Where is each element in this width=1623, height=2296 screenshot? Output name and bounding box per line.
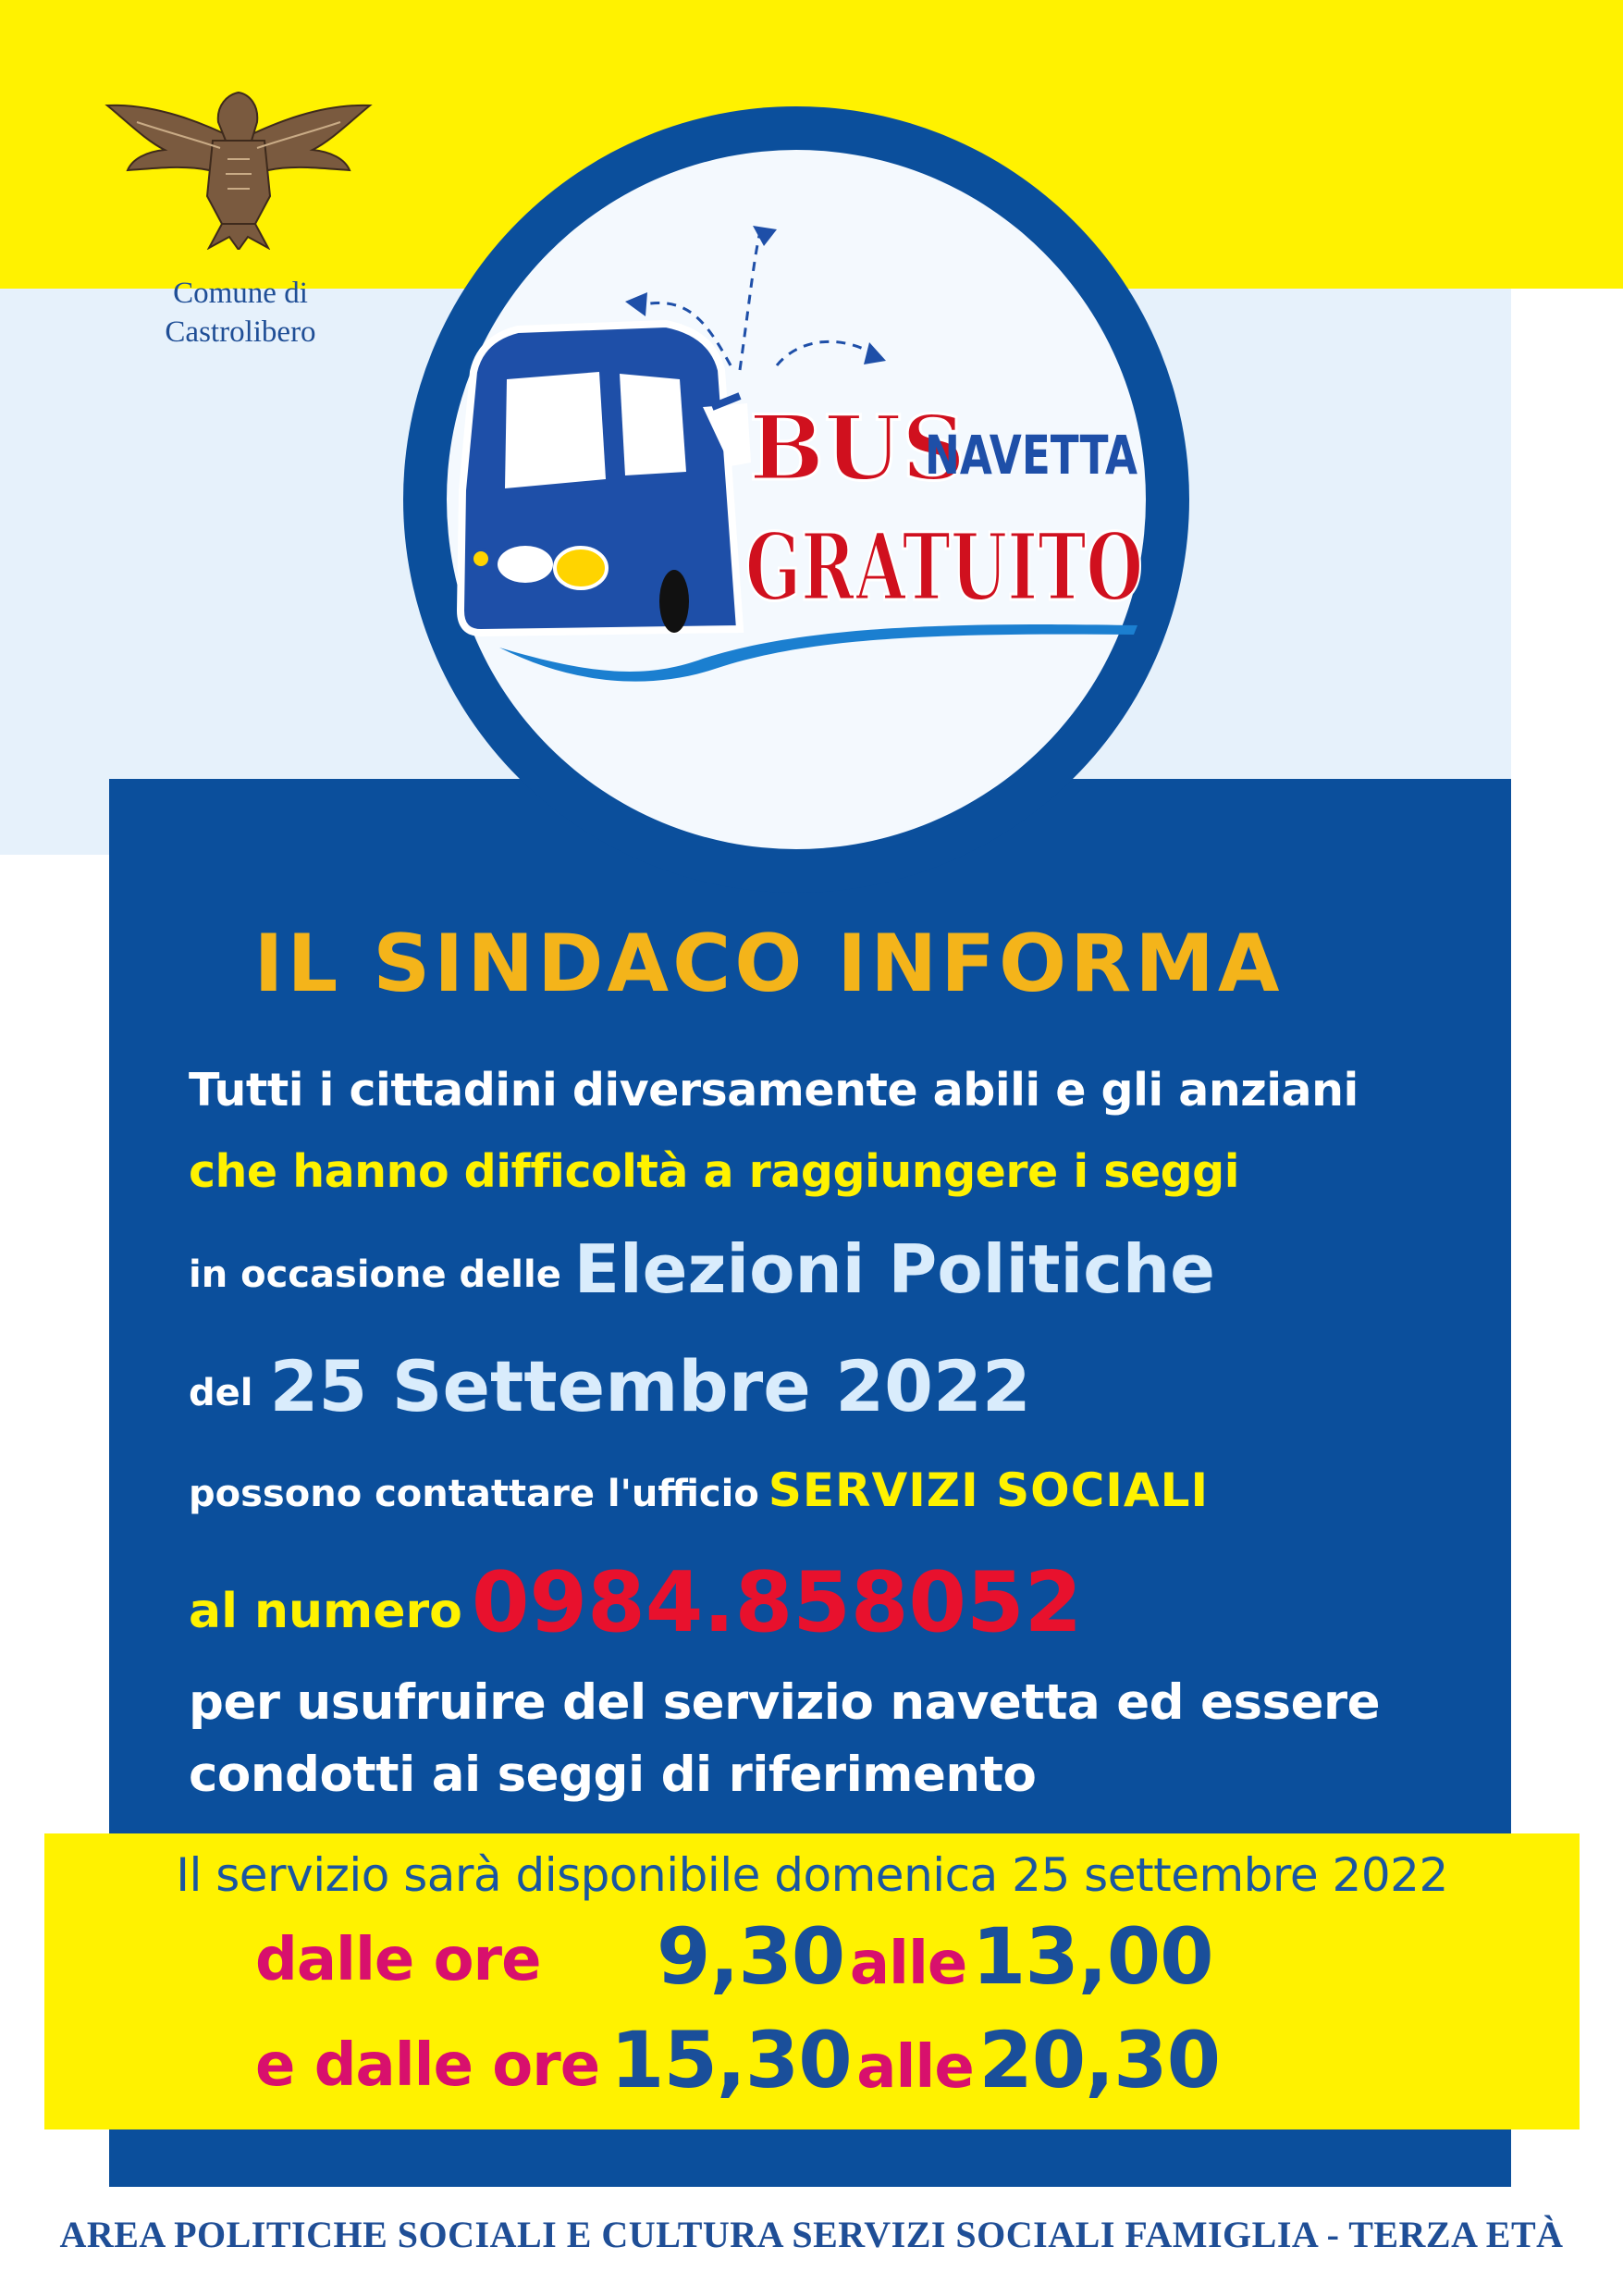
bus-icon [461, 324, 751, 633]
election-date: 25 Settembre 2022 [269, 1345, 1031, 1427]
phone-number: 0984.858052 [471, 1554, 1083, 1651]
logo-word-navetta: NAVETTA [925, 424, 1138, 487]
row2-to-word: alle [856, 2033, 974, 2102]
row1-to: 13,00 [971, 1911, 1213, 2002]
office-intro: possono contattare l'ufficio [189, 1473, 759, 1515]
logo-word-bus: BUS [749, 396, 966, 500]
phone-intro: al numero [189, 1584, 462, 1639]
schedule-box [44, 1833, 1580, 2129]
body-line-3 [189, 1230, 1215, 1308]
body-line-7: per usufruire del servizio navetta ed essere [189, 1674, 1381, 1731]
body-line-8: condotti ai seggi di riferimento [189, 1747, 1037, 1803]
municipality-line1: Comune di [173, 277, 308, 310]
schedule-row1-label: dalle ore [255, 1926, 541, 1994]
office-name: SERVIZI SOCIALI [768, 1463, 1210, 1517]
body-line-1: Tutti i cittadini diversamente abili e gli anziani [189, 1064, 1359, 1117]
schedule-row2-label: e dalle ore [255, 2031, 600, 2100]
schedule-row1-times [657, 1911, 1213, 2002]
elections-title: Elezioni Politiche [573, 1230, 1216, 1308]
municipality-line2: Castrolibero [165, 315, 316, 349]
footer-department: AREA POLITICHE SOCIALI E CULTURA SERVIZI SOCIALI FAMIGLIA - TERZA ETÀ [59, 2214, 1564, 2255]
row1-to-word: alle [849, 1930, 967, 1998]
logo-word-gratuito: GRATUITO [745, 512, 1143, 622]
body-line-4 [189, 1345, 1031, 1427]
body-line-5 [189, 1463, 1209, 1517]
row1-from: 9,30 [657, 1911, 845, 2002]
availability-text: Il servizio sarà disponibile domenica 25 settembre 2022 [176, 1848, 1448, 1902]
headline: IL SINDACO INFORMA [253, 918, 1284, 1010]
schedule-row2-times [610, 2015, 1220, 2105]
body-line-2: che hanno difficoltà a raggiungere i seggi [189, 1145, 1240, 1198]
bottom-blue-strip [109, 2129, 1511, 2187]
row2-from: 15,30 [610, 2015, 852, 2105]
row2-to: 20,30 [978, 2015, 1221, 2105]
body-line-6 [189, 1554, 1082, 1651]
bus-logo [0, 0, 1623, 925]
elections-intro: in occasione delle [189, 1253, 561, 1296]
date-intro: del [189, 1372, 253, 1414]
